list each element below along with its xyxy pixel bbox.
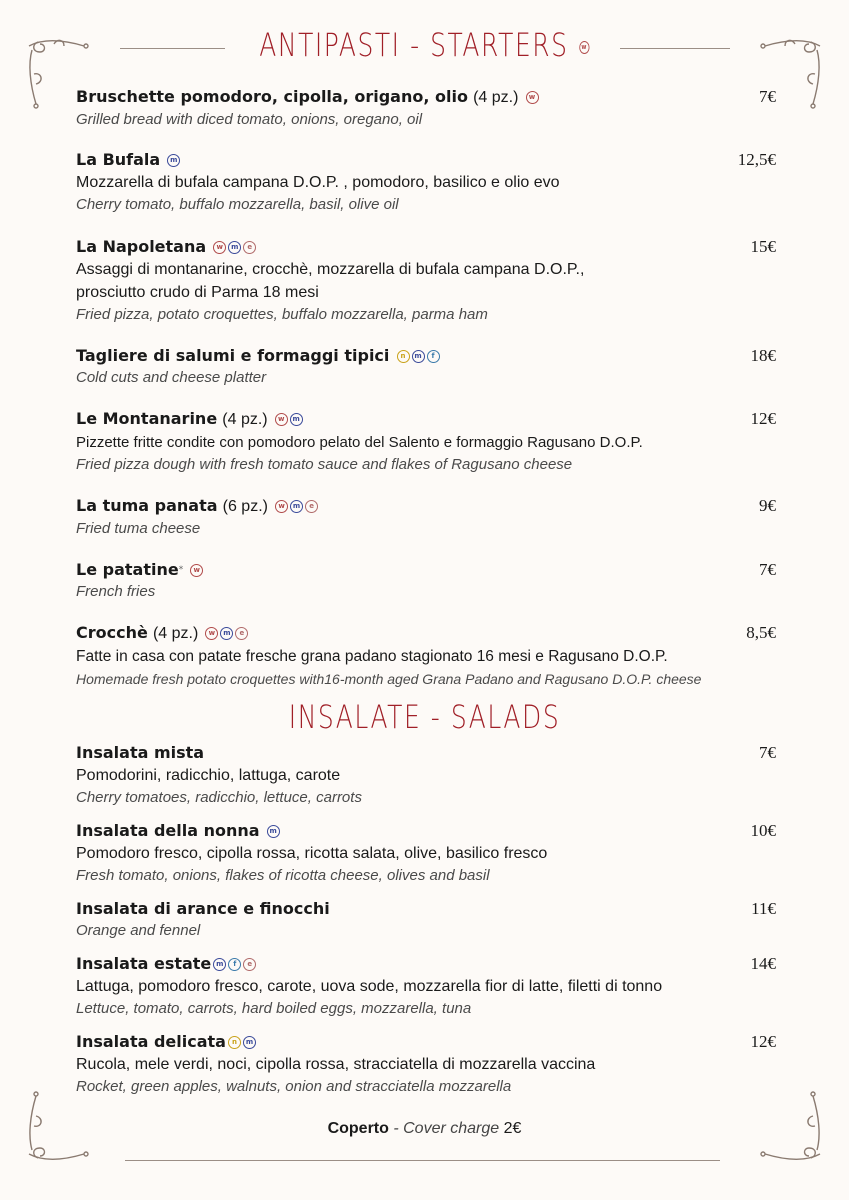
item-price: 8,5€ bbox=[746, 623, 776, 642]
item-quantity: (4 pz.) bbox=[152, 625, 199, 642]
item-english: Homemade fresh potato croquettes with16-month aged Grana Padano and Ragusano D.O.P. cheese bbox=[76, 671, 702, 687]
frozen-asterisk: * bbox=[178, 565, 184, 575]
item-english: Cold cuts and cheese platter bbox=[76, 369, 267, 386]
wheat-icon: w bbox=[213, 241, 226, 254]
item-price: 7€ bbox=[759, 87, 776, 106]
egg-icon: e bbox=[243, 241, 256, 254]
milk-icon: m bbox=[243, 1036, 256, 1049]
menu-item bbox=[76, 559, 776, 603]
menu-item bbox=[76, 495, 776, 540]
wheat-icon: w bbox=[580, 41, 590, 54]
item-quantity: (4 pz.) bbox=[473, 89, 519, 106]
item-italian: Assaggi di montanarine, crocchè, mozzarella di bufala campana D.O.P., prosciutto crudo di Parma 18 mesi bbox=[76, 261, 585, 301]
item-name: Tagliere di salumi e formaggi tipici bbox=[76, 346, 390, 365]
item-name-line bbox=[76, 820, 776, 842]
item-english: Rocket, green apples, walnuts, onion and stracciatella mozzarella bbox=[76, 1078, 512, 1095]
egg-icon: e bbox=[243, 958, 256, 971]
item-price: 15€ bbox=[750, 237, 776, 256]
item-name: Insalata delicata bbox=[76, 1032, 226, 1051]
milk-icon: m bbox=[213, 958, 226, 971]
menu-item bbox=[76, 1031, 776, 1098]
item-name: Insalata mista bbox=[76, 743, 205, 762]
item-price: 12,5€ bbox=[737, 150, 776, 169]
section-title-antipasti bbox=[93, 26, 755, 64]
milk-icon: m bbox=[228, 241, 241, 254]
egg-icon: e bbox=[305, 500, 318, 513]
item-price: 10€ bbox=[750, 821, 776, 840]
wheat-icon: w bbox=[275, 500, 288, 513]
item-name: Insalata della nonna bbox=[76, 821, 260, 840]
menu-item bbox=[76, 408, 776, 476]
menu-item bbox=[76, 898, 776, 942]
item-english: Fried pizza dough with fresh tomato sauce and flakes of Ragusano cheese bbox=[76, 456, 573, 473]
item-name: Le patatine bbox=[76, 560, 179, 579]
item-name-line bbox=[76, 495, 776, 518]
item-english: Cherry tomatoes, radicchio, lettuce, carrots bbox=[76, 789, 362, 806]
item-name-line bbox=[76, 149, 776, 171]
item-italian: Pizzette fritte condite con pomodoro pelato del Salento e formaggio Ragusano D.O.P. bbox=[76, 434, 643, 451]
item-italian: Fatte in casa con patate fresche grana padano stagionato 16 mesi e Ragusano D.O.P. bbox=[76, 648, 668, 665]
item-quantity: (6 pz.) bbox=[222, 498, 268, 515]
fish-icon: f bbox=[228, 958, 241, 971]
item-italian: Mozzarella di bufala campana D.O.P. , pomodoro, basilico e olio evo bbox=[76, 174, 560, 191]
footer-rule bbox=[125, 1160, 720, 1161]
item-english: Grilled bread with diced tomato, onions, oregano, oil bbox=[76, 111, 423, 128]
menu-item bbox=[76, 820, 776, 887]
item-italian: Pomodoro fresco, cipolla rossa, ricotta salata, olive, basilico fresco bbox=[76, 845, 548, 862]
menu-item bbox=[76, 86, 776, 131]
wheat-icon: w bbox=[205, 627, 218, 640]
section-title-text: ANTIPASTI - STARTERS bbox=[259, 26, 569, 64]
milk-icon: m bbox=[167, 154, 180, 167]
item-name-line bbox=[76, 408, 776, 431]
item-name: Crocchè bbox=[76, 623, 148, 642]
item-italian: Lattuga, pomodoro fresco, carote, uova sode, mozzarella fior di latte, filetti di tonno bbox=[76, 978, 663, 995]
item-price: 18€ bbox=[750, 346, 776, 365]
milk-icon: m bbox=[220, 627, 233, 640]
item-name-line bbox=[76, 953, 776, 975]
cover-charge-text: - bbox=[388, 1120, 404, 1137]
menu-item bbox=[76, 149, 776, 216]
menu-item bbox=[76, 345, 776, 389]
fish-icon: f bbox=[427, 350, 440, 363]
milk-icon: m bbox=[267, 825, 280, 838]
item-english: French fries bbox=[76, 583, 156, 600]
item-english: Cherry tomato, buffalo mozzarella, basil, olive oil bbox=[76, 196, 399, 213]
item-price: 11€ bbox=[751, 899, 776, 918]
item-name-line bbox=[76, 622, 776, 645]
cover-charge bbox=[0, 1120, 849, 1138]
item-price: 9€ bbox=[759, 496, 776, 515]
item-name-line bbox=[76, 559, 776, 581]
item-price: 7€ bbox=[759, 743, 776, 762]
item-english: Fried pizza, potato croquettes, buffalo mozzarella, parma ham bbox=[76, 306, 488, 323]
item-name: La tuma panata bbox=[76, 496, 218, 515]
item-price: 12€ bbox=[750, 1032, 776, 1051]
item-name-line bbox=[76, 1031, 776, 1053]
milk-icon: m bbox=[290, 500, 303, 513]
item-name-line bbox=[76, 742, 776, 764]
nut-icon: n bbox=[397, 350, 410, 363]
item-italian: Rucola, mele verdi, noci, cipolla rossa, stracciatella di mozzarella vaccina bbox=[76, 1056, 596, 1073]
menu-item bbox=[76, 742, 776, 809]
item-price: 7€ bbox=[759, 560, 776, 579]
section-title-text: INSALATE - SALADS bbox=[288, 698, 561, 736]
nut-icon: n bbox=[228, 1036, 241, 1049]
item-name: Bruschette pomodoro, cipolla, origano, olio bbox=[76, 87, 468, 106]
menu-item bbox=[76, 236, 776, 326]
item-name: La Napoletana bbox=[76, 237, 207, 256]
item-name-line bbox=[76, 898, 776, 920]
item-english: Fresh tomato, onions, flakes of ricotta cheese, olives and basil bbox=[76, 867, 490, 884]
item-english: Orange and fennel bbox=[76, 922, 201, 939]
cover-charge-text: 2€ bbox=[503, 1120, 522, 1137]
item-price: 12€ bbox=[750, 409, 776, 428]
milk-icon: m bbox=[412, 350, 425, 363]
milk-icon: m bbox=[290, 413, 303, 426]
item-italian: Pomodorini, radicchio, lattuga, carote bbox=[76, 767, 341, 784]
item-quantity: (4 pz.) bbox=[222, 411, 268, 428]
item-english: Lettuce, tomato, carrots, hard boiled eggs, mozzarella, tuna bbox=[76, 1000, 472, 1017]
menu-item bbox=[76, 953, 776, 1020]
item-name-line bbox=[76, 345, 776, 367]
item-name: La Bufala bbox=[76, 150, 161, 169]
section-title-insalate bbox=[93, 698, 755, 736]
wheat-icon: w bbox=[190, 564, 203, 577]
menu-item bbox=[76, 622, 776, 690]
egg-icon: e bbox=[235, 627, 248, 640]
item-name-line bbox=[76, 86, 776, 109]
item-name-line bbox=[76, 236, 776, 258]
item-price: 14€ bbox=[750, 954, 776, 973]
cover-charge-text: Cover charge bbox=[403, 1120, 500, 1137]
cover-charge-text: Coperto bbox=[327, 1120, 389, 1137]
item-name: Insalata di arance e finocchi bbox=[76, 899, 330, 918]
item-name: Le Montanarine bbox=[76, 409, 218, 428]
item-english: Fried tuma cheese bbox=[76, 520, 201, 537]
wheat-icon: w bbox=[526, 91, 539, 104]
item-name: Insalata estate bbox=[76, 954, 212, 973]
wheat-icon: w bbox=[275, 413, 288, 426]
